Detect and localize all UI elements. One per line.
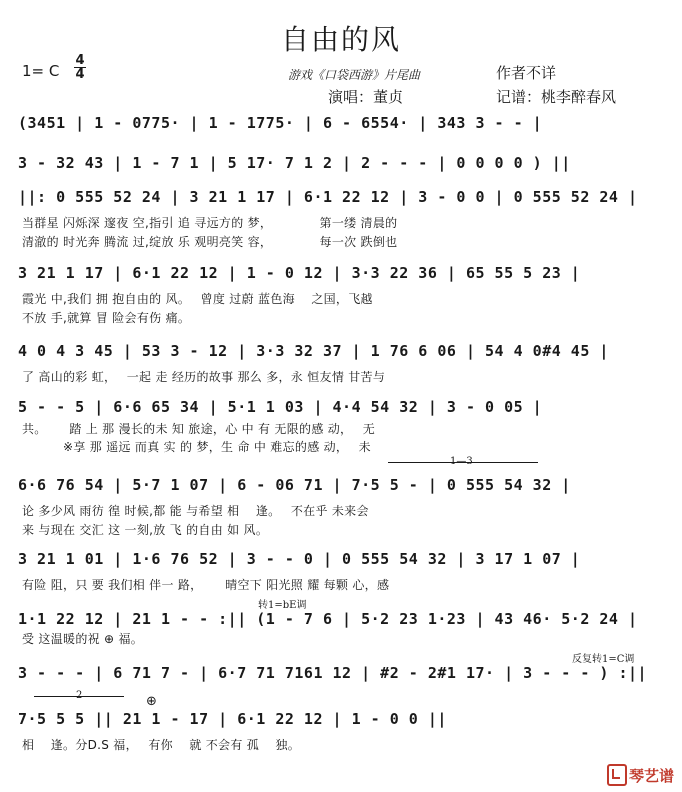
lyric-line-4b: 不放 手,就算 冒 险会有伤 痛。 (22, 311, 191, 325)
coda-sign: ⊕ (146, 694, 157, 709)
volta-label-1: 1—3 (450, 456, 473, 467)
time-signature-top: 4 (75, 53, 85, 68)
song-title: 自由的风 (280, 23, 401, 56)
singer-credit: 演唱：董贞 (328, 88, 404, 106)
transcriber-credit: 记谱：桃李醉春风 (496, 88, 617, 106)
score-line-6: 5 - - 5 | 6·6 65 34 | 5·1 1 03 | 4·4 54 32 | 3 - 0 05 | (18, 398, 543, 416)
score-line-5: 4 0 4 3 45 | 53 3 - 12 | 3·3 32 37 | 1 76 6 06 | 54 4 0#4 45 | (18, 342, 609, 360)
score-line-11: 7·5 5 5 || 21 1 - 17 | 6·1 22 12 | 1 - 0 0 || (18, 710, 447, 728)
score-line-4: 3 21 1 17 | 6·1 22 12 | 1 - 0 12 | 3·3 22 36 | 65 55 5 23 | (18, 264, 581, 282)
score-line-2: 3 - 32 43 | 1 - 7 1 | 5 17· 7 1 2 | 2 - - - | 0 0 0 0 ) || (18, 154, 571, 172)
lyric-line-4a: 霞光 中,我们 拥 抱自由的 风。 曾度 过蔚 蓝色海 之国，飞越 (22, 292, 373, 306)
key-signature: 1= C (22, 62, 60, 80)
lyric-line-7a: 论 多少风 雨彷 徨 时候,都 能 与希望 相 逢。 不在乎 未来会 (22, 504, 369, 518)
lyric-line-5a: 了 高山的彩 虹， 一起 走 经历的故事 那么 多，永 恒友情 甘苦与 (22, 370, 386, 384)
lyric-line-6b: ※享 那 遥远 而真 实 的 梦，生 命 中 难忘的感 动， 未 (22, 440, 371, 454)
score-line-1: (3451 | 1 - 0775· | 1 - 1775· | 6 - 6554· | 343 3 - - | (18, 114, 543, 132)
volta-label-2: 2 (76, 690, 83, 701)
time-signature (74, 54, 86, 81)
modulation-note: 转1=bE调 (258, 600, 307, 611)
score-line-7: 6·6 76 54 | 5·7 1 07 | 6 - 06 71 | 7·5 5 - | 0 555 54 32 | (18, 476, 571, 494)
score-line-3: ||: 0 555 52 24 | 3 21 1 17 | 6·1 22 12 | 3 - 0 0 | 0 555 52 24 | (18, 188, 638, 206)
lyric-line-6a: 共。 踏 上 那 漫长的未 知 旅途，心 中 有 无限的感 动， 无 (22, 422, 376, 436)
score-line-10: 3 - - - | 6 71 7 - | 6·7 71 7161 12 | #2 - 2#1 17· | 3 - - - ) :|| (18, 664, 648, 682)
time-signature-bottom: 4 (75, 67, 85, 82)
composer-credit: 作者不详 (496, 64, 557, 82)
lyric-line-11a: 相 逢。分D.S 福， 有你 就 不会有 孤 独。 (22, 738, 301, 752)
lyric-line-8a: 有险 阻，只 要 我们相 伴一 路， 晴空下 阳光照 耀 每颗 心，感 (22, 578, 390, 592)
watermark-logo (607, 764, 674, 786)
score-line-8: 3 21 1 01 | 1·6 76 52 | 3 - - 0 | 0 555 54 32 | 3 17 1 07 | (18, 550, 581, 568)
brand-logo-icon (607, 764, 627, 786)
subtitle: 游戏《口袋西游》片尾曲 (288, 68, 421, 82)
lyric-line-9a: 受 这温暖的祝 ⊕ 福。 (22, 632, 144, 646)
lyric-line-3a: 当群星 闪烁深 邃夜 空,指引 追 寻远方的 梦， 第一缕 清晨的 (22, 216, 398, 230)
score-line-9: 1·1 22 12 | 21 1 - - :|| (1 - 7 6 | 5·2 23 1·23 | 43 46· 5·2 24 | (18, 610, 638, 628)
repeat-modulation-note: 反复转1=C调 (572, 654, 635, 665)
lyric-line-3b: 清澈的 时光奔 腾流 过,绽放 乐 观明亮笑 容， 每一次 跌倒也 (22, 235, 398, 249)
lyric-line-7b: 来 与现在 交汇 这 一刻,放 飞 的自由 如 风。 (22, 523, 269, 537)
watermark-brand: 琴艺谱 (628, 766, 674, 785)
